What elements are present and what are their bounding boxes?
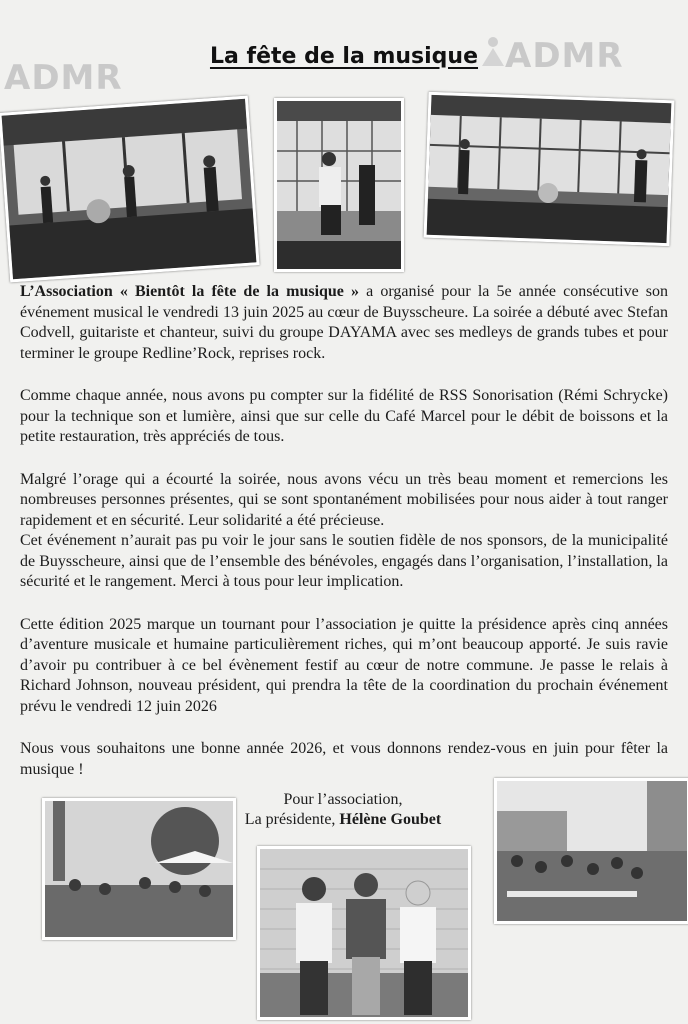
article-body: [20, 282, 668, 802]
paragraph-thanks-partners: Comme chaque année, nous avons pu compter sur la fidélité de RSS Sonorisation (Rémi Schrycke) pour la technique son et lumière, ainsi que sur celle du Café Marcel pour le débit de boissons et la petite restauration, très appréciés de tous.: [20, 387, 668, 445]
paragraph-sponsors: Cet événement n’aurait pas pu voir le jour sans le soutien fidèle de nos sponsors, de la municipalité de Buysscheure, ainsi que de l’ensemble des bénévoles, engagés dans l’organisation, l’installation, la sécurité et le rangement. Merci à tous pour leur implication.: [20, 532, 668, 590]
signature-line-president: [228, 810, 458, 830]
audience-tent-photo: [42, 798, 236, 940]
background-logo-admr-left: ADMR: [4, 58, 123, 98]
paragraph-intro-text: a organisé pour la 5e année consécutive son événement musical le vendredi 13 juin 2025 au cœur de Buysscheure. La soirée a débuté avec Stefan Codvell, guitariste et chanteur, suivi du groupe DAYAMA avec ses medleys de grands tubes et pour terminer le groupe Redline’Rock, reprises rock.: [20, 283, 669, 362]
street-crowd-photo: [494, 778, 688, 924]
signature-name: Hélène Goubet: [339, 811, 442, 828]
signature-block: [228, 790, 458, 830]
guitarist-photo: [274, 98, 404, 272]
background-logo-admr-right: ADMR: [505, 36, 624, 76]
concert-stage-photo: [0, 95, 260, 282]
paragraph-presidency: Cette édition 2025 marque un tournant pour l’association je quitte la présidence après cinq années d’aventure musicale et humaine particulièrement riches, qui m’ont beaucoup apporté. Je suis ravie d’avoir pu contribuer à ce bel évènement festif au cœur de notre commune. Je passe le relais à Richard Johnson, nouveau président, qui prendra la tête de la coordination du prochain événement prévu le vendredi 12 juin 2026: [20, 615, 668, 715]
page-title: [0, 44, 688, 69]
paragraph-intro: [20, 282, 668, 364]
page-title-text: La fête de la musique: [209, 44, 479, 69]
association-label: L’Association: [20, 283, 113, 300]
paragraph-wishes: Nous vous souhaitons une bonne année 2026, et vous donnons rendez-vous en juin pour fêter la musique !: [20, 740, 668, 778]
paragraph-storm: Malgré l’orage qui a écourté la soirée, nous avons vécu un très beau moment et remercions les nombreuses personnes présentes, qui se sont spontanément mobilisées pour nous aider à tout ranger rapidement et en sécurité. Leur solidarité a été précieuse.: [20, 470, 668, 529]
signature-role: La présidente,: [244, 811, 340, 828]
association-name: « Bientôt la fête de la musique »: [119, 283, 360, 300]
organizers-portrait-photo: [257, 846, 471, 1020]
signature-line-association: Pour l’association,: [283, 791, 403, 808]
band-on-stage-photo: [424, 92, 675, 246]
